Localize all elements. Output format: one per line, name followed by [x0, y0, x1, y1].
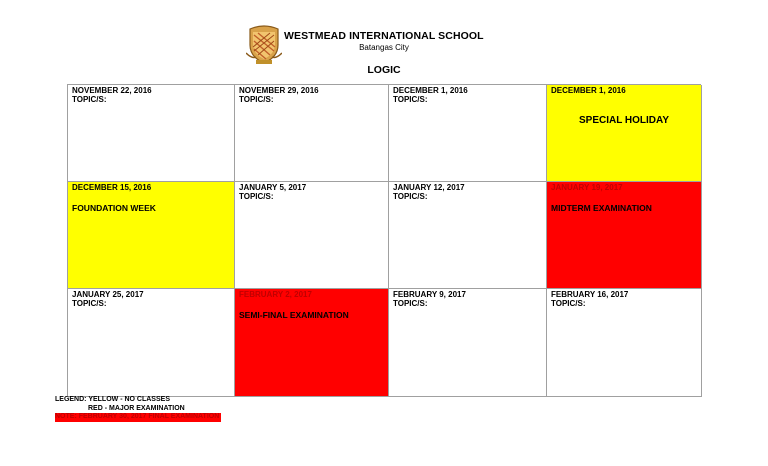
cell-event: SPECIAL HOLIDAY	[578, 115, 670, 126]
cell-date: JANUARY 12, 2017	[393, 183, 465, 192]
school-city: Batangas City	[359, 43, 409, 52]
cell-topic: TOPIC/S:	[393, 192, 428, 201]
cell-topic: TOPIC/S:	[72, 95, 107, 104]
subject-title: LOGIC	[367, 64, 401, 76]
legend-line-yellow: LEGEND: YELLOW - NO CLASSES	[55, 396, 170, 403]
cell-event: MIDTERM EXAMINATION	[551, 203, 652, 213]
cell-date: FEBRUARY 16, 2017	[551, 290, 629, 299]
school-name: WESTMEAD INTERNATIONAL SCHOOL	[284, 30, 484, 42]
schedule-cell	[389, 85, 547, 182]
cell-date: JANUARY 19, 2017	[551, 183, 623, 192]
schedule-cell	[68, 85, 235, 182]
page-header	[0, 0, 768, 80]
school-crest-icon	[246, 23, 282, 65]
schedule-cell	[547, 289, 702, 397]
cell-event: FOUNDATION WEEK	[72, 203, 156, 213]
schedule-cell-exam	[547, 182, 702, 289]
cell-date: FEBRUARY 9, 2017	[393, 290, 466, 299]
legend-note: NOTE: FEBRUARY 30, 2017 FINAL EXAMINATION	[55, 413, 220, 420]
schedule-cell-holiday	[68, 182, 235, 289]
schedule-cell-exam	[235, 289, 389, 397]
cell-topic: TOPIC/S:	[72, 299, 107, 308]
cell-date: NOVEMBER 29, 2016	[239, 86, 319, 95]
cell-date: DECEMBER 15, 2016	[72, 183, 152, 192]
schedule-cell	[235, 85, 389, 182]
legend-line-red: RED - MAJOR EXAMINATION	[88, 404, 185, 412]
cell-topic: TOPIC/S:	[551, 299, 586, 308]
schedule-cell	[389, 182, 547, 289]
cell-topic: TOPIC/S:	[239, 192, 274, 201]
schedule-cell	[68, 289, 235, 397]
legend	[55, 396, 221, 422]
schedule-grid	[67, 84, 701, 396]
cell-date: FEBRUARY 2, 2017	[239, 290, 312, 299]
cell-date: DECEMBER 1, 2016	[393, 86, 468, 95]
cell-date: JANUARY 25, 2017	[72, 290, 144, 299]
schedule-cell-holiday	[547, 85, 702, 182]
cell-topic: TOPIC/S:	[393, 95, 428, 104]
cell-topic: TOPIC/S:	[393, 299, 428, 308]
cell-topic: TOPIC/S:	[239, 95, 274, 104]
cell-event: SEMI-FINAL EXAMINATION	[239, 310, 349, 320]
schedule-cell	[389, 289, 547, 397]
cell-date: JANUARY 5, 2017	[239, 183, 307, 192]
cell-date: DECEMBER 1, 2016	[551, 86, 626, 95]
cell-date: NOVEMBER 22, 2016	[72, 86, 152, 95]
schedule-cell	[235, 182, 389, 289]
